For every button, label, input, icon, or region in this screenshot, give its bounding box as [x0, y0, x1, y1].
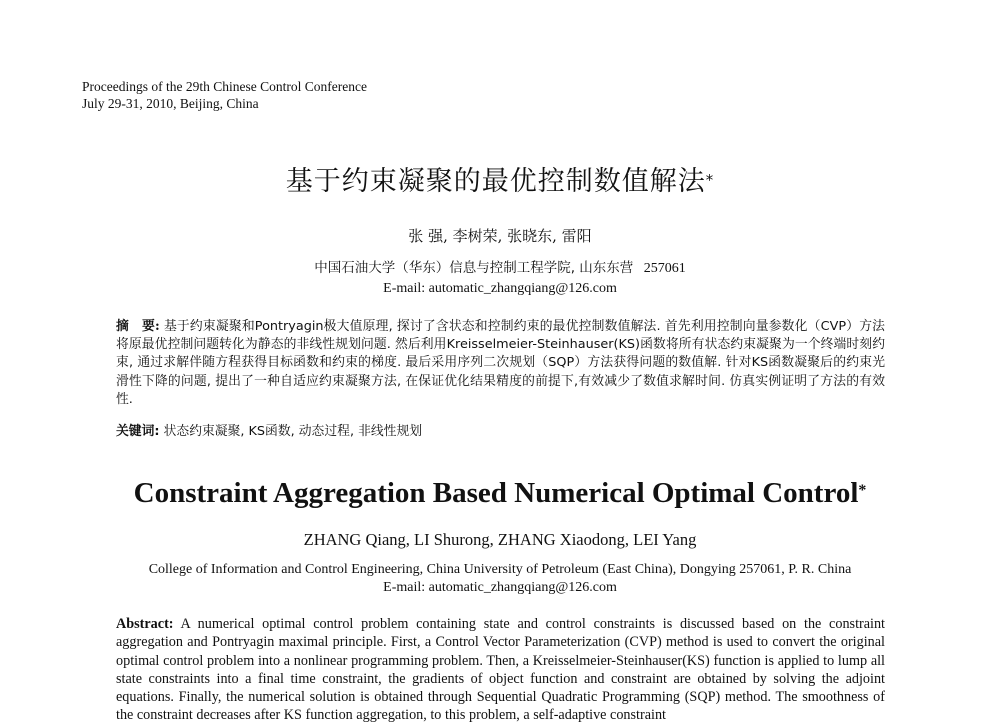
english-affiliation: College of Information and Control Engineering, China University of Petroleum (East China), Dongying 257061, P. R. China [148, 562, 852, 577]
chinese-keywords-text: 状态约束凝聚, KS函数, 动态过程, 非线性规划 [163, 424, 423, 439]
chinese-title [0, 164, 1000, 200]
english-abstract-label: Abstract: [116, 616, 174, 632]
chinese-abstract-text: 基于约束凝聚和Pontryagin极大值原理, 探讨了含状态和控制约束的最优控制数值解法. 首先利用控制向量参数化（CVP）方法将原最优控制问题转化为静态的非线性规划问题. 然后利用Kreisselmeier-Steinhauser(KS)函数将所有状态约束凝聚为一个终端时刻约束, 通过求解伴随方程获得目标函数和约束的梯度. 最后采用序列二次规划（SQP）方法获得问题的数值解. 针对KS函数凝聚后的约束光滑性下降的问题, 提出了一种自适应约束凝聚方法, 在保证优化结果精度的前提下,有效减少了数值求解时间. 仿真实例证明了方法的有效性. [116, 319, 885, 407]
proceedings-date: July 29-31, 2010, Beijing, China [82, 96, 259, 111]
proceedings-header [82, 78, 367, 112]
chinese-abstract-label: 摘 要: [116, 319, 160, 334]
chinese-keywords [116, 423, 885, 441]
chinese-title-footnote-mark: * [705, 171, 715, 189]
english-email: E-mail: automatic_zhangqiang@126.com [383, 580, 617, 595]
english-abstract-text: A numerical optimal control problem containing state and control constraints is discussed based on the constraint aggregation and Pontryagin maximal principle. First, a Control Vector Parameterization (CVP) method is used to convert the original optimal control problem into a nonlinear programming problem. Then, a Kreisselmeier-Steinhauser(KS) function is applied to lump all state constraints into a final time constraint, the gradients of object function and constraint are obtained by solving the adjoint equations. Finally, the numerical solution is obtained through Sequential Quadratic Programming (SQP) method. The smoothness of the constraint decreases after KS function aggregation, to this problem, a self-adaptive constraint [116, 616, 886, 724]
chinese-affiliation-text: 中国石油大学（华东）信息与控制工程学院, 山东东营 [314, 260, 634, 276]
chinese-affiliation [0, 259, 1000, 278]
english-title-footnote-mark: * [858, 482, 867, 499]
english-title-text: Constraint Aggregation Based Numerical Optimal Control [133, 477, 859, 509]
chinese-abstract [116, 318, 885, 409]
english-authors: ZHANG Qiang, LI Shurong, ZHANG Xiaodong, LEI Yang [303, 530, 697, 549]
chinese-title-text: 基于约束凝聚的最优控制数值解法 [285, 166, 706, 197]
chinese-affiliation-postcode: 257061 [643, 261, 686, 276]
proceedings-name: Proceedings of the 29th Chinese Control Conference [82, 79, 367, 94]
english-title [0, 474, 1000, 512]
english-abstract [116, 615, 885, 725]
chinese-email: E-mail: automatic_zhangqiang@126.com [383, 281, 617, 296]
chinese-authors: 张 强, 李树荣, 张晓东, 雷阳 [408, 227, 592, 245]
chinese-keywords-label: 关键词: [116, 424, 160, 439]
